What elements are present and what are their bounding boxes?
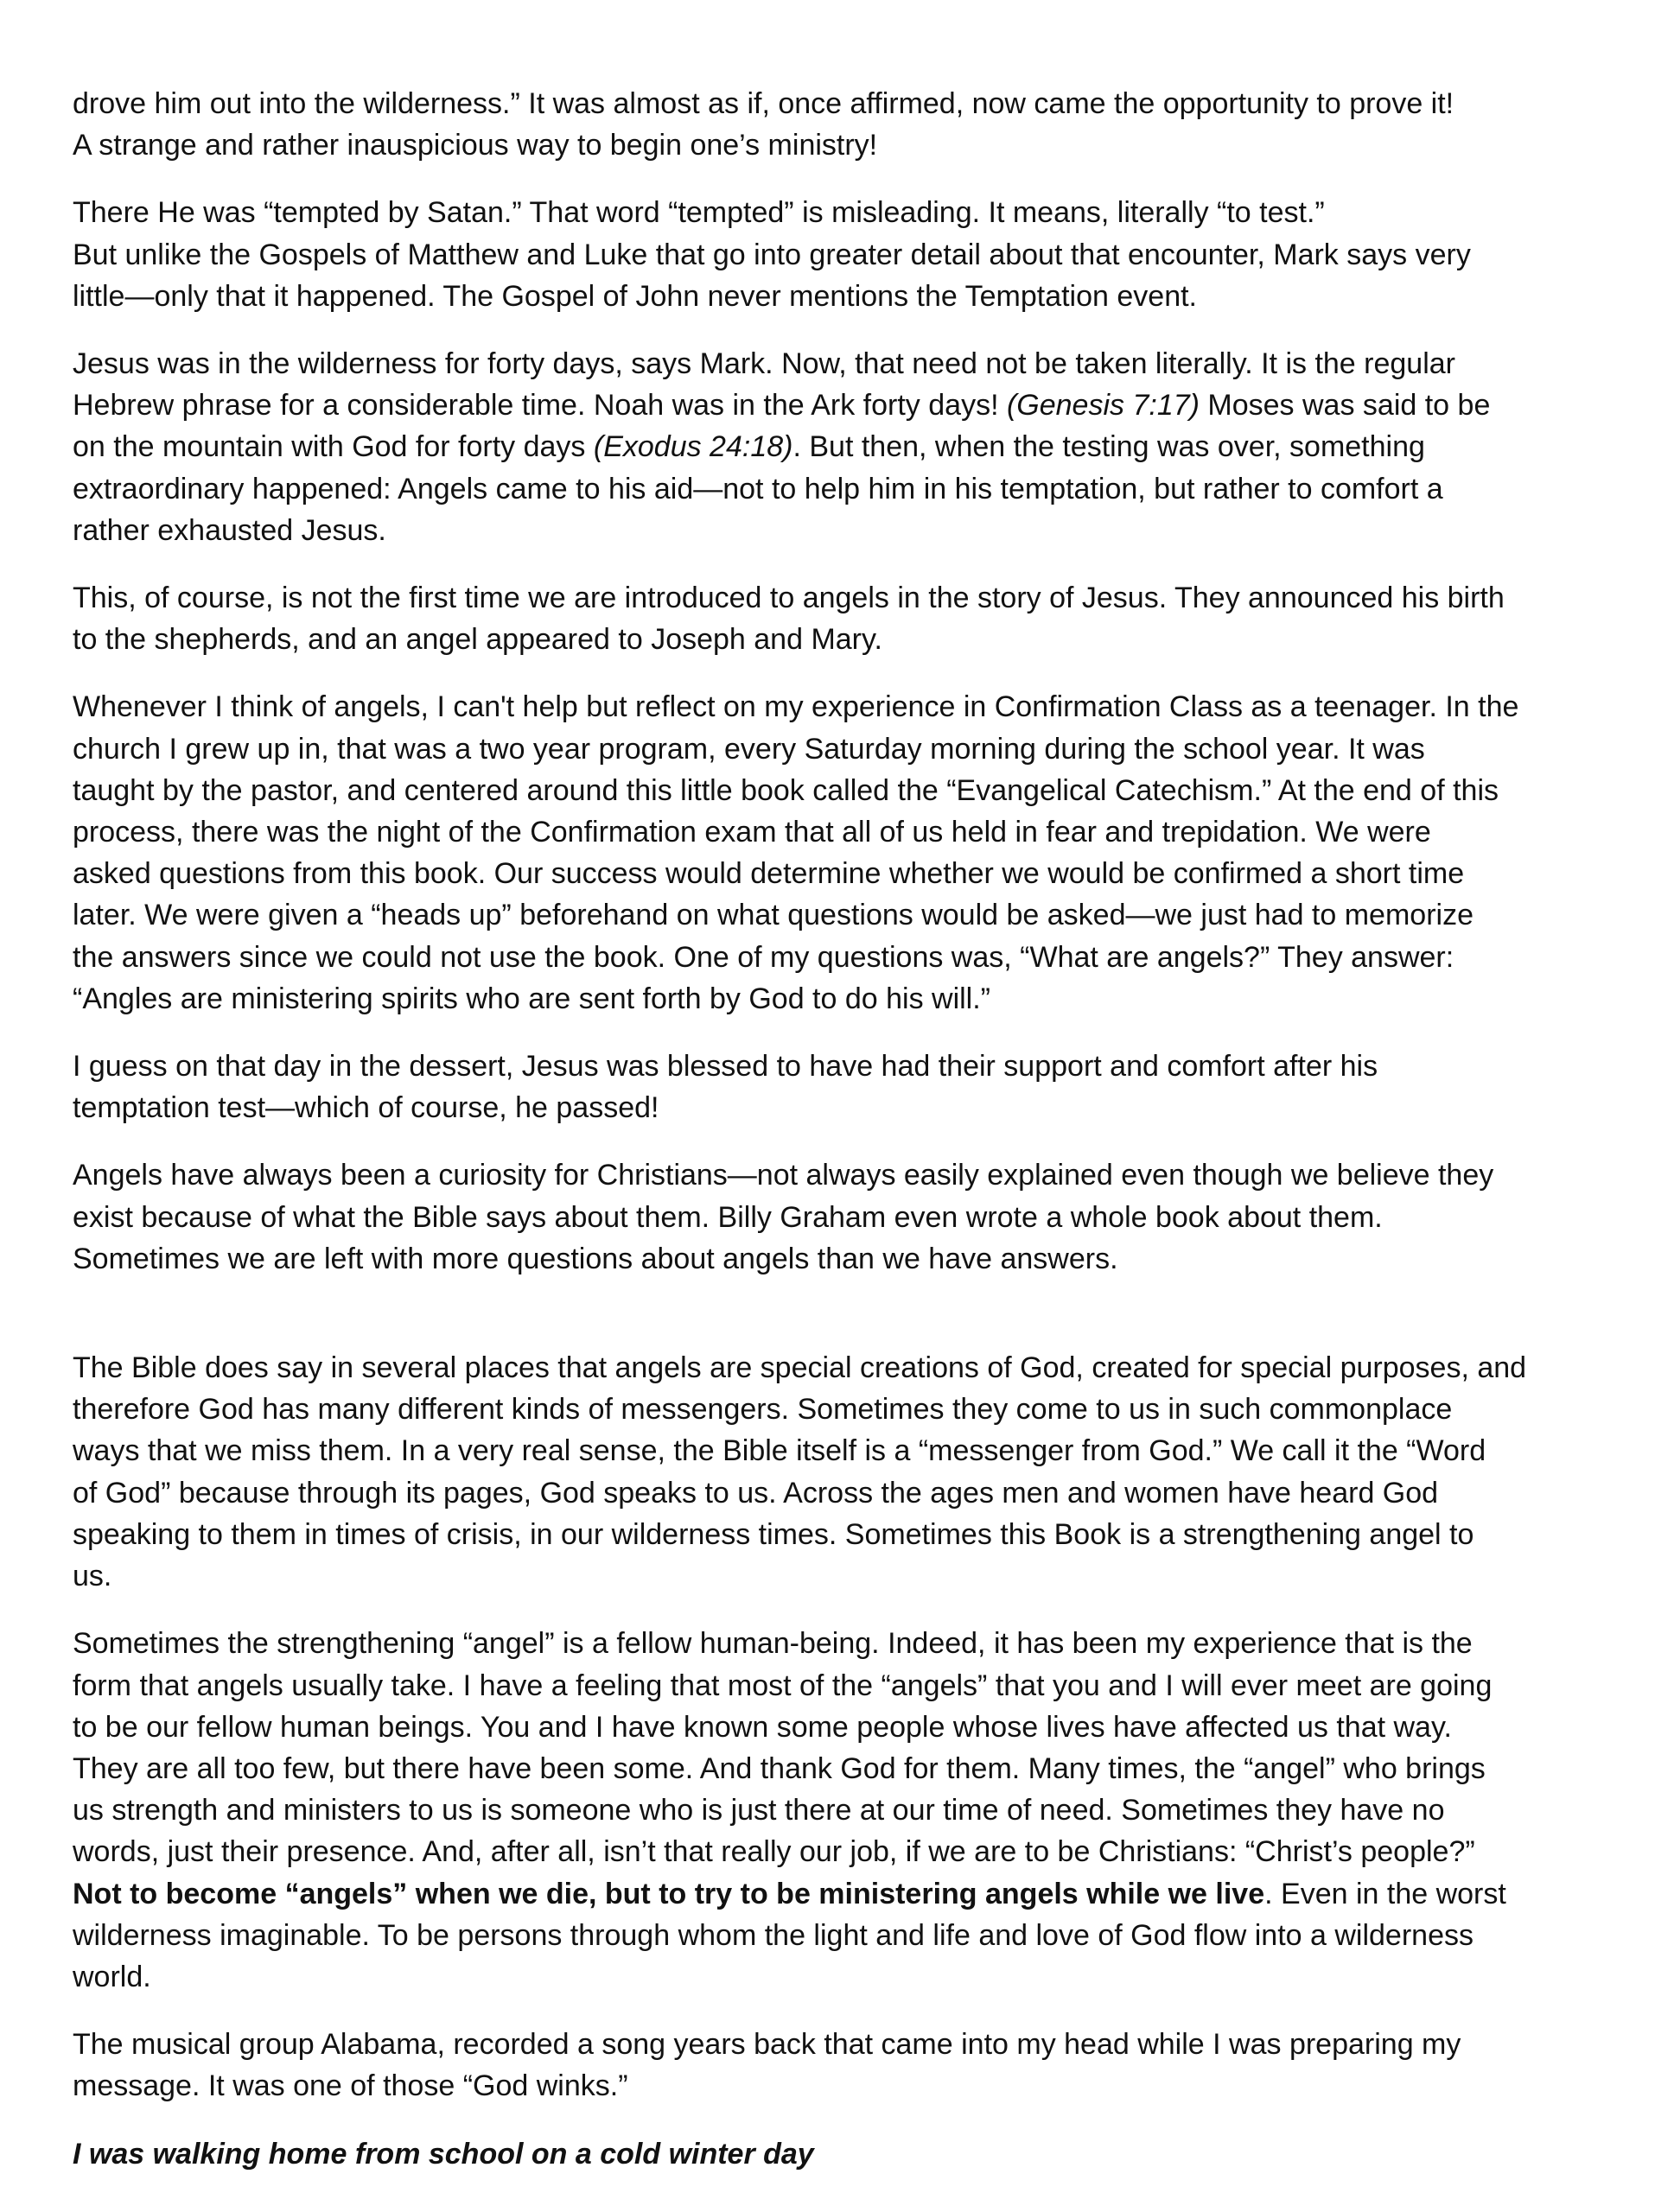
text-run: process, there was the night of the Confirmation exam that all of us held in fear and trepidation. We were bbox=[73, 816, 1431, 849]
text-line bbox=[73, 2024, 1628, 2065]
text-run: the answers since we could not use the book. One of my questions was, “What are angels?” They answer: bbox=[73, 940, 1454, 974]
text-run: Angels have always been a curiosity for Christians—not always easily explained even though we believe they bbox=[73, 1159, 1494, 1192]
paragraph bbox=[73, 343, 1628, 551]
paragraph bbox=[73, 1347, 1628, 1597]
text-run: world. bbox=[73, 1960, 151, 1993]
text-run: therefore God has many different kinds of messengers. Sometimes they come to us in such commonplace bbox=[73, 1393, 1453, 1427]
text-run: little—only that it happened. The Gospel of John never mentions the Temptation event. bbox=[73, 279, 1197, 313]
text-line bbox=[73, 978, 1628, 1020]
text-line bbox=[73, 2133, 1628, 2175]
text-line bbox=[73, 577, 1628, 619]
scripture-reference: (Exodus 24:18) bbox=[593, 430, 793, 464]
scripture-reference: (Genesis 7:17) bbox=[1006, 389, 1200, 423]
text-line bbox=[73, 1956, 1628, 1998]
text-run: . Even in the worst bbox=[1264, 1877, 1506, 1910]
text-line bbox=[73, 276, 1628, 317]
text-run: church I grew up in, that was a two year program, every Saturday morning during the school year. It was bbox=[73, 732, 1425, 766]
text-run: A strange and rather inauspicious way to begin one’s ministry! bbox=[73, 129, 878, 162]
paragraph bbox=[73, 83, 1628, 166]
paragraph bbox=[73, 2133, 1628, 2175]
text-line bbox=[73, 192, 1628, 233]
text-line bbox=[73, 385, 1628, 426]
text-run: Jesus was in the wilderness for forty days, says Mark. Now, that need not be taken literally. It is the regular bbox=[73, 347, 1455, 381]
text-line bbox=[73, 937, 1628, 978]
text-run: The Bible does say in several places that angels are special creations of God, created for special purposes, and bbox=[73, 1351, 1527, 1385]
text-line bbox=[73, 2065, 1628, 2107]
text-line bbox=[73, 1707, 1628, 1748]
text-line bbox=[73, 83, 1628, 124]
text-run: asked questions from this book. Our success would determine whether we would be confirmed a short time bbox=[73, 857, 1465, 891]
text-line bbox=[73, 1347, 1628, 1389]
text-line bbox=[73, 1555, 1628, 1597]
text-line bbox=[73, 894, 1628, 936]
text-run: temptation test—which of course, he passed! bbox=[73, 1091, 659, 1125]
text-run: Sometimes we are left with more questions about angels than we have answers. bbox=[73, 1242, 1118, 1275]
text-line bbox=[73, 1831, 1628, 1872]
text-line bbox=[73, 686, 1628, 728]
text-line bbox=[73, 770, 1628, 811]
text-run: rather exhausted Jesus. bbox=[73, 513, 386, 547]
text-run: Hebrew phrase for a considerable time. Noah was in the Ark forty days! bbox=[73, 389, 1007, 423]
text-run: Moses was said to be bbox=[1199, 389, 1491, 423]
text-run: wilderness imaginable. To be persons through whom the light and life and love of God flow into a wilderness bbox=[73, 1918, 1474, 1952]
text-line bbox=[73, 1472, 1628, 1514]
text-line bbox=[73, 124, 1628, 166]
paragraph bbox=[73, 192, 1628, 317]
text-line bbox=[73, 1623, 1628, 1664]
text-run: I guess on that day in the dessert, Jesus was blessed to have had their support and comfort after his bbox=[73, 1050, 1378, 1084]
text-run: words, just their presence. And, after all, isn’t that really our job, if we are to be Christians: “Christ’s people?” bbox=[73, 1835, 1475, 1869]
paragraph bbox=[73, 577, 1628, 660]
paragraph bbox=[73, 1154, 1628, 1280]
text-run: They are all too few, but there have been some. And thank God for them. Many times, the “angel” who brings bbox=[73, 1751, 1486, 1785]
text-line bbox=[73, 426, 1628, 467]
text-run: form that angels usually take. I have a feeling that most of the “angels” that you and I will ever meet are going bbox=[73, 1669, 1493, 1702]
text-line bbox=[73, 1430, 1628, 1471]
text-run: “Angles are ministering spirits who are sent forth by God to do his will.” bbox=[73, 982, 991, 1015]
text-run: speaking to them in times of crisis, in our wilderness times. Sometimes this Book is a strengthening angel to bbox=[73, 1517, 1474, 1551]
text-run: . But then, when the testing was over, something bbox=[792, 430, 1425, 464]
text-run: on the mountain with God for forty days bbox=[73, 430, 594, 464]
paragraph bbox=[73, 1623, 1628, 1998]
text-run: ways that we miss them. In a very real sense, the Bible itself is a “messenger from God.” We call it the “Word bbox=[73, 1434, 1486, 1468]
text-line bbox=[73, 853, 1628, 894]
text-run: message. It was one of those “God winks.” bbox=[73, 2069, 628, 2103]
text-run: drove him out into the wilderness.” It was almost as if, once affirmed, now came the opportunity to prove it! bbox=[73, 87, 1454, 120]
text-line bbox=[73, 728, 1628, 770]
text-run: This, of course, is not the first time we are introduced to angels in the story of Jesus. They announced his birth bbox=[73, 582, 1505, 615]
text-run: to the shepherds, and an angel appeared to Joseph and Mary. bbox=[73, 623, 882, 657]
text-run: later. We were given a “heads up” beforehand on what questions would be asked—we just had to memorize bbox=[73, 899, 1474, 932]
paragraph bbox=[73, 2024, 1628, 2107]
text-line bbox=[73, 234, 1628, 276]
text-line bbox=[73, 1915, 1628, 1956]
text-line bbox=[73, 1789, 1628, 1831]
text-line bbox=[73, 343, 1628, 385]
text-run: us strength and ministers to us is someone who is just there at our time of need. Sometimes they have no bbox=[73, 1794, 1445, 1827]
text-run: Whenever I think of angels, I can't help but reflect on my experience in Confirmation Class as a teenager. In the bbox=[73, 690, 1519, 724]
text-run: taught by the pastor, and centered around this little book called the “Evangelical Catechism.” At the end of this bbox=[73, 773, 1499, 807]
text-line bbox=[73, 468, 1628, 510]
text-line bbox=[73, 1514, 1628, 1555]
paragraph bbox=[73, 1046, 1628, 1128]
text-line bbox=[73, 1873, 1628, 1915]
text-line bbox=[73, 1238, 1628, 1280]
document-page bbox=[73, 83, 1628, 2175]
text-run: There He was “tempted by Satan.” That word “tempted” is misleading. It means, literally “to test.” bbox=[73, 196, 1325, 230]
text-run: extraordinary happened: Angels came to his aid—not to help him in his temptation, but rather to comfort a bbox=[73, 472, 1443, 505]
text-line bbox=[73, 619, 1628, 660]
text-run: of God” because through its pages, God speaks to us. Across the ages men and women have heard God bbox=[73, 1476, 1439, 1510]
text-line bbox=[73, 1197, 1628, 1238]
text-line bbox=[73, 1154, 1628, 1196]
text-run: to be our fellow human beings. You and I have known some people whose lives have affected us that way. bbox=[73, 1710, 1452, 1744]
text-line bbox=[73, 510, 1628, 551]
text-run: But unlike the Gospels of Matthew and Luke that go into greater detail about that encounter, Mark says very bbox=[73, 238, 1471, 271]
text-run: The musical group Alabama, recorded a song years back that came into my head while I was preparing my bbox=[73, 2028, 1461, 2062]
paragraph bbox=[73, 686, 1628, 1020]
text-line bbox=[73, 811, 1628, 853]
text-line bbox=[73, 1748, 1628, 1789]
text-run: Sometimes the strengthening “angel” is a fellow human-being. Indeed, it has been my experience that is the bbox=[73, 1627, 1473, 1661]
text-line bbox=[73, 1665, 1628, 1707]
text-line bbox=[73, 1046, 1628, 1087]
text-line bbox=[73, 1087, 1628, 1128]
lyric-line: I was walking home from school on a cold winter day bbox=[73, 2137, 814, 2171]
text-run: exist because of what the Bible says about them. Billy Graham even wrote a whole book about them. bbox=[73, 1200, 1383, 1234]
text-run: us. bbox=[73, 1560, 112, 1593]
bold-text: Not to become “angels” when we die, but to try to be ministering angels while we live bbox=[73, 1877, 1265, 1910]
text-line bbox=[73, 1389, 1628, 1430]
